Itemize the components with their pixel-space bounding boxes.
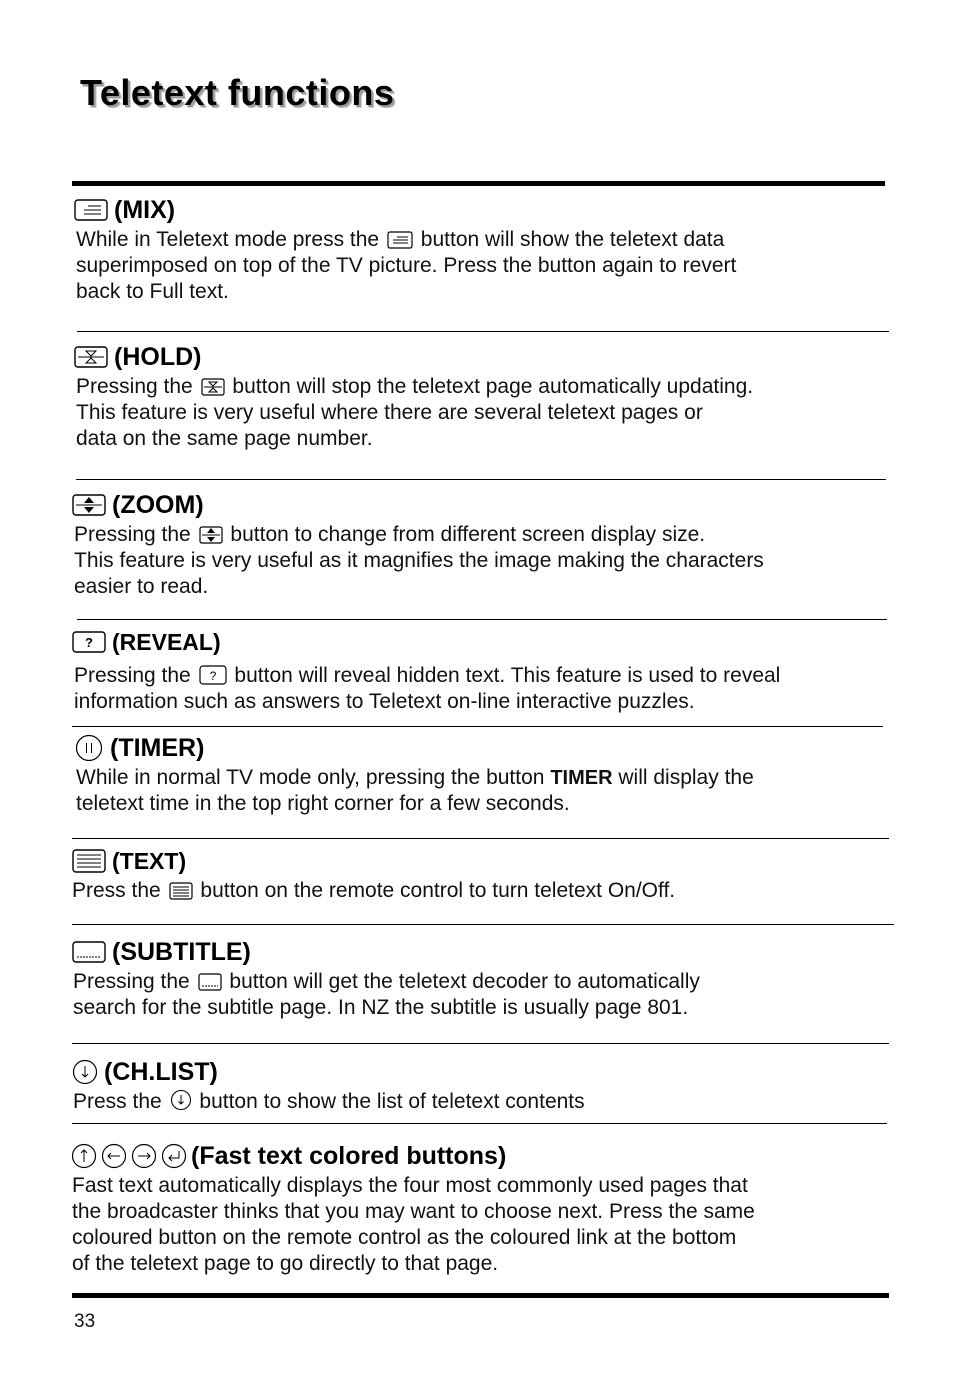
reveal-text-2: information such as answers to Teletext on-line interactive puzzles. bbox=[74, 690, 695, 713]
top-divider bbox=[72, 181, 885, 186]
zoom-inline-icon bbox=[199, 526, 223, 544]
text-inline-icon bbox=[169, 882, 193, 900]
left-arrow-icon bbox=[101, 1143, 127, 1169]
hold-text-2: This feature is very useful where there are several teletext pages or bbox=[76, 401, 703, 424]
zoom-text-1b: button to change from different screen display size. bbox=[230, 523, 706, 546]
hold-text-1: Pressing the bbox=[76, 375, 193, 398]
chlist-text-1b: button to show the list of teletext contents bbox=[199, 1090, 585, 1113]
subtitle-inline-icon bbox=[198, 973, 222, 991]
zoom-text-2: This feature is very useful as it magnifies the image making the characters bbox=[74, 549, 764, 572]
enter-icon bbox=[161, 1143, 187, 1169]
zoom-heading: (ZOOM) bbox=[112, 490, 204, 519]
svg-text:?: ? bbox=[209, 669, 216, 683]
chlist-text-1: Press the bbox=[73, 1090, 162, 1113]
page-title: Teletext functions bbox=[80, 72, 395, 113]
mix-text-3: back to Full text. bbox=[76, 280, 229, 303]
subtitle-heading: (SUBTITLE) bbox=[112, 937, 251, 966]
right-arrow-icon bbox=[131, 1143, 157, 1169]
section-text bbox=[72, 846, 675, 904]
section-mix bbox=[74, 195, 736, 305]
timer-text-1b: will display the bbox=[612, 766, 754, 789]
timer-heading: (TIMER) bbox=[110, 733, 205, 762]
reveal-text-1: Pressing the bbox=[74, 664, 191, 687]
text-icon bbox=[72, 849, 106, 873]
reveal-heading: (REVEAL) bbox=[112, 628, 221, 655]
mix-text-1: While in Teletext mode press the bbox=[76, 228, 380, 251]
hold-icon bbox=[74, 346, 108, 368]
text-heading: (TEXT) bbox=[112, 847, 187, 874]
divider bbox=[72, 924, 894, 925]
section-subtitle bbox=[72, 937, 700, 1021]
text-text-1: Press the bbox=[72, 879, 161, 902]
section-timer bbox=[74, 733, 754, 817]
section-zoom bbox=[72, 490, 764, 600]
subtitle-text-1b: button will get the teletext decoder to automatically bbox=[229, 970, 700, 993]
subtitle-text-2: search for the subtitle page. In NZ the subtitle is usually page 801. bbox=[73, 996, 689, 1019]
zoom-text-3: easier to read. bbox=[74, 575, 209, 598]
hold-inline-icon bbox=[201, 378, 225, 396]
fasttext-text-4: of the teletext page to go directly to that page. bbox=[72, 1252, 499, 1275]
bottom-divider bbox=[72, 1293, 889, 1298]
chlist-heading: (CH.LIST) bbox=[104, 1057, 218, 1086]
section-hold bbox=[74, 342, 753, 452]
fasttext-text-2: the broadcaster thinks that you may want to choose next. Press the same bbox=[72, 1200, 755, 1223]
timer-text-2: teletext time in the top right corner for a few seconds. bbox=[76, 792, 570, 815]
timer-icon bbox=[74, 734, 104, 762]
zoom-text-1: Pressing the bbox=[74, 523, 191, 546]
mix-text-2: superimposed on top of the TV picture. Press the button again to revert bbox=[76, 254, 737, 277]
chlist-icon bbox=[72, 1059, 98, 1085]
text-text-1b: button on the remote control to turn teletext On/Off. bbox=[200, 879, 676, 902]
divider bbox=[72, 838, 889, 839]
subtitle-icon bbox=[72, 941, 106, 963]
timer-text-1: While in normal TV mode only, pressing the button bbox=[76, 766, 545, 789]
divider bbox=[72, 726, 883, 727]
fasttext-text-3: coloured button on the remote control as the coloured link at the bottom bbox=[72, 1226, 737, 1249]
mix-icon bbox=[74, 199, 108, 221]
up-arrow-icon bbox=[71, 1143, 97, 1169]
reveal-icon bbox=[72, 631, 106, 653]
mix-inline-icon bbox=[387, 231, 413, 249]
divider bbox=[72, 1123, 887, 1124]
fasttext-heading: (Fast text colored buttons) bbox=[191, 1141, 507, 1170]
reveal-text-1b: button will reveal hidden text. This feature is used to reveal bbox=[234, 664, 781, 687]
section-fasttext bbox=[71, 1141, 755, 1277]
page-number: 33 bbox=[74, 1311, 96, 1332]
divider bbox=[77, 619, 887, 620]
svg-text:?: ? bbox=[85, 635, 93, 650]
subtitle-text-1: Pressing the bbox=[73, 970, 190, 993]
section-reveal bbox=[72, 627, 780, 715]
divider bbox=[77, 331, 889, 332]
fasttext-text-1: Fast text automatically displays the four most commonly used pages that bbox=[72, 1174, 748, 1197]
hold-heading: (HOLD) bbox=[114, 342, 202, 371]
reveal-inline-icon bbox=[199, 665, 227, 685]
mix-text-1b: button will show the teletext data bbox=[420, 228, 725, 251]
zoom-icon bbox=[72, 494, 106, 516]
hold-text-3: data on the same page number. bbox=[76, 427, 373, 450]
hold-text-1b: button will stop the teletext page automatically updating. bbox=[232, 375, 754, 398]
section-chlist bbox=[72, 1057, 585, 1115]
timer-button-label: TIMER bbox=[550, 767, 613, 789]
mix-heading: (MIX) bbox=[114, 195, 176, 224]
chlist-inline-icon bbox=[170, 1089, 192, 1111]
divider bbox=[76, 479, 886, 480]
divider bbox=[72, 1043, 889, 1044]
